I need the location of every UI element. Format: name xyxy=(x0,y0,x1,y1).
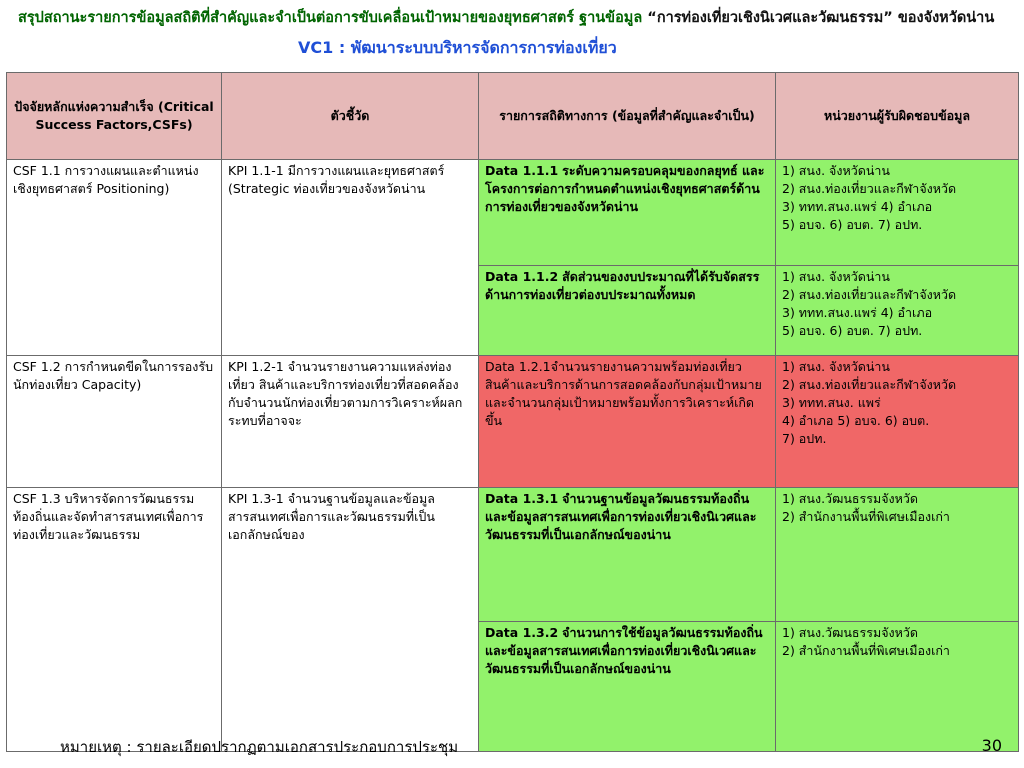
table-row xyxy=(7,488,1019,622)
data-id: Data 1.3.2 xyxy=(485,625,559,640)
data-cell xyxy=(479,622,776,752)
csf-cell: CSF 1.2 การกำหนดขีดในการรองรับนักท่องเที่ยว Capacity) xyxy=(7,356,222,488)
data-cell xyxy=(479,356,776,488)
data-id: Data 1.1.2 xyxy=(485,269,559,284)
data-cell xyxy=(479,266,776,356)
agency-line: 3) ททท.สนง. แพร่ xyxy=(782,395,881,410)
header-responsible-agency: หน่วยงานผู้รับผิดชอบข้อมูล xyxy=(776,73,1019,160)
data-id: Data 1.2.1 xyxy=(485,359,551,374)
agency-line: 4) อำเภอ 5) อบจ. 6) อบต. xyxy=(782,413,930,428)
agency-line: 5) อบจ. 6) อบต. 7) อปท. xyxy=(782,217,923,232)
table-header-row xyxy=(7,73,1019,160)
data-text: สัดส่วนของงบประมาณที่ได้รับจัดสรรด้านการท่องเที่ยวต่องบประมาณทั้งหมด xyxy=(485,269,760,302)
slide-title-tail: ของจังหวัดน่าน xyxy=(892,10,995,26)
footer-note: หมายเหตุ : รายละเอียดปรากฏตามเอกสารประกอบการประชุม xyxy=(60,738,459,756)
agency-line: 3) ททท.สนง.แพร่ 4) อำเภอ xyxy=(782,305,933,320)
agency-line: 7) อปท. xyxy=(782,431,827,446)
agency-line: 3) ททท.สนง.แพร่ 4) อำเภอ xyxy=(782,199,933,214)
csf-cell: CSF 1.3 บริหารจัดการวัฒนธรรมท้องถิ่นและจัดทำสารสนเทศเพื่อการท่องเที่ยวและวัฒนธรรม xyxy=(7,488,222,752)
agency-line: 1) สนง.วัฒนธรรมจังหวัด xyxy=(782,625,919,640)
agency-line: 1) สนง.วัฒนธรรมจังหวัด xyxy=(782,491,919,506)
data-text: ระดับความครอบคลุมของกลยุทธ์ และโครงการต่อการกำหนดตำแหน่งเชิงยุทธศาสตร์ด้านการท่องเที่ยวของจังหวัดน่าน xyxy=(485,163,765,214)
agency-cell xyxy=(776,266,1019,356)
agency-cell xyxy=(776,488,1019,622)
agency-cell xyxy=(776,356,1019,488)
agency-line: 5) อบจ. 6) อบต. 7) อปท. xyxy=(782,323,923,338)
header-csf: ปัจจัยหลักแห่งความสำเร็จ (Critical Success Factors,CSFs) xyxy=(7,73,222,160)
agency-line: 2) สำนักงานพื้นที่พิเศษเมืองเก่า xyxy=(782,509,950,524)
slide-subtitle: VC1 : พัฒนาระบบบริหารจัดการการท่องเที่ยว xyxy=(298,38,617,57)
agency-line: 2) สนง.ท่องเที่ยวและกีฬาจังหวัด xyxy=(782,377,957,392)
data-text: จำนวนการใช้ข้อมูลวัฒนธรรมท้องถิ่นและข้อมูลสารสนเทศเพื่อการท่องเที่ยวเชิงนิเวศและวัฒนธรรมที่เป็นเอกลักษณ์ของน่าน xyxy=(485,625,763,676)
table-row xyxy=(7,356,1019,488)
agency-cell xyxy=(776,622,1019,752)
kpi-cell: KPI 1.1-1 มีการวางแผนและยุทธศาสตร์ (Strategic ท่องเที่ยวของจังหวัดน่าน xyxy=(222,160,479,356)
header-kpi: ตัวชี้วัด xyxy=(222,73,479,160)
agency-line: 2) สำนักงานพื้นที่พิเศษเมืองเก่า xyxy=(782,643,950,658)
kpi-cell: KPI 1.3-1 จำนวนฐานข้อมูลและข้อมูลสารสนเทศเพื่อการและวัฒนธรรมที่เป็นเอกลักษณ์ของ xyxy=(222,488,479,752)
statistics-table xyxy=(6,72,1019,752)
data-cell xyxy=(479,488,776,622)
agency-line: 2) สนง.ท่องเที่ยวและกีฬาจังหวัด xyxy=(782,287,957,302)
data-cell xyxy=(479,160,776,266)
data-id: Data 1.1.1 xyxy=(485,163,559,178)
slide-title-main: สรุปสถานะรายการข้อมูลสถิติที่สำคัญและจำเป็นต่อการขับเคลื่อนเป้าหมายของยุทธศาสตร์ ฐานข้อมูล xyxy=(18,10,648,26)
table-row xyxy=(7,160,1019,266)
agency-line: 1) สนง. จังหวัดน่าน xyxy=(782,359,890,374)
agency-line: 1) สนง. จังหวัดน่าน xyxy=(782,163,890,178)
kpi-cell: KPI 1.2-1 จำนวนรายงานความแหล่งท่องเที่ยว สินค้าและบริการท่องเที่ยวที่สอดคล้องกับจำนวนนักท่องเที่ยวตามการวิเคราะห์ผลกระทบที่อาจจะ xyxy=(222,356,479,488)
data-text: จำนวนฐานข้อมูลวัฒนธรรมท้องถิ่นและข้อมูลสารสนเทศเพื่อการท่องเที่ยวเชิงนิเวศและวัฒนธรรมที่เป็นเอกลักษณ์ของน่าน xyxy=(485,491,757,542)
csf-cell: CSF 1.1 การวางแผนและตำแหน่งเชิงยุทธศาสตร์ Positioning) xyxy=(7,160,222,356)
data-text: จำนวนรายงานความพร้อมท่องเที่ยว สินค้าและบริการด้านการสอดคล้องกับกลุ่มเป้าหมายและจำนวนกลุ่มเป้าหมายพร้อมทั้งการวิเคราะห์เกิดขึ้น xyxy=(485,359,762,428)
agency-line: 1) สนง. จังหวัดน่าน xyxy=(782,269,890,284)
page-number: 30 xyxy=(981,736,1002,755)
slide-title-quoted: “การท่องเที่ยวเชิงนิเวศและวัฒนธรรม” xyxy=(647,10,893,26)
slide-title xyxy=(18,8,1018,28)
data-id: Data 1.3.1 xyxy=(485,491,559,506)
agency-line: 2) สนง.ท่องเที่ยวและกีฬาจังหวัด xyxy=(782,181,957,196)
agency-cell xyxy=(776,160,1019,266)
header-official-statistics: รายการสถิติทางการ (ข้อมูลที่สำคัญและจำเป็น) xyxy=(479,73,776,160)
